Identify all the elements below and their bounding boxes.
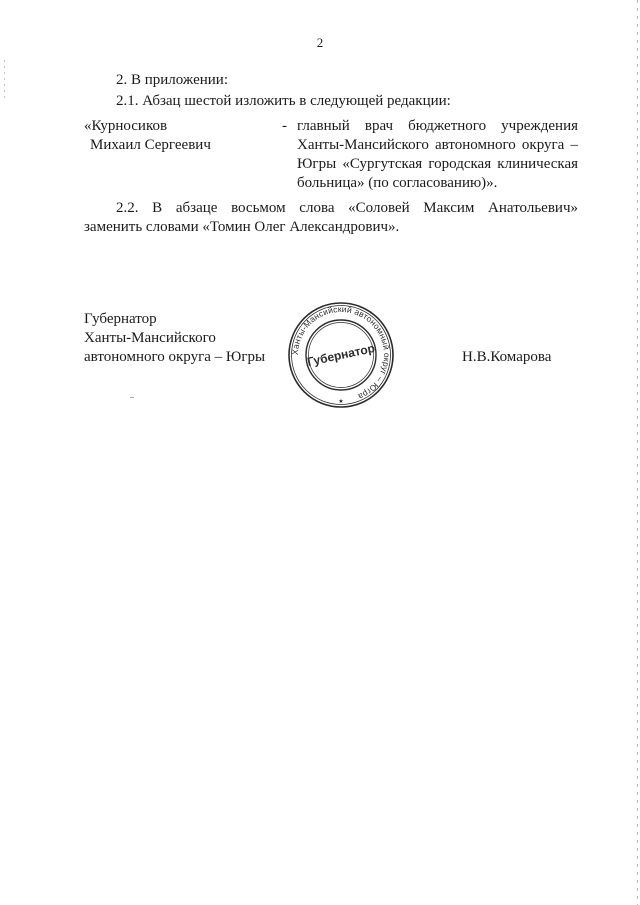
seal-center-text: Губернатор [305,341,377,369]
signer-title-line-1: Губернатор [84,311,157,327]
signer-title-line-2: Ханты-Мансийского [84,330,216,346]
scan-edge-right [637,0,638,905]
seal-ring-text: Ханты-Мансийский автономный округ – Югра [289,303,393,403]
entry-desc-line-1: главный врач бюджетного учреждения [297,118,578,134]
entry-name-line-2: Михаил Сергеевич [90,137,211,153]
signer-name: Н.В.Комарова [462,349,552,365]
scan-speck [130,397,134,398]
entry-desc-line-2: Ханты-Мансийского автономного округа – [297,137,578,153]
page-number: 2 [316,35,324,50]
scan-edge-left [4,60,5,100]
section-2-2-line-2: заменить словами «Томин Олег Александрович». [84,219,400,235]
entry-dash: - [282,118,287,134]
entry-desc-line-3: Югры «Сургутская городская клиническая [297,156,578,172]
section-2-2-line-1: 2.2. В абзаце восьмом слова «Соловей Максим Анатольевич» [116,200,578,216]
section-2-heading: 2. В приложении: [116,72,228,88]
governor-seal-icon [286,300,396,410]
signer-title-line-3: автономного округа – Югры [84,349,266,365]
seal-star-icon: ★ [338,398,344,405]
entry-desc-line-4: больница» (по согласованию)». [297,175,498,191]
section-2-1-heading: 2.1. Абзац шестой изложить в следующей редакции: [116,93,451,109]
entry-name-line-1: «Курносиков [84,118,168,134]
